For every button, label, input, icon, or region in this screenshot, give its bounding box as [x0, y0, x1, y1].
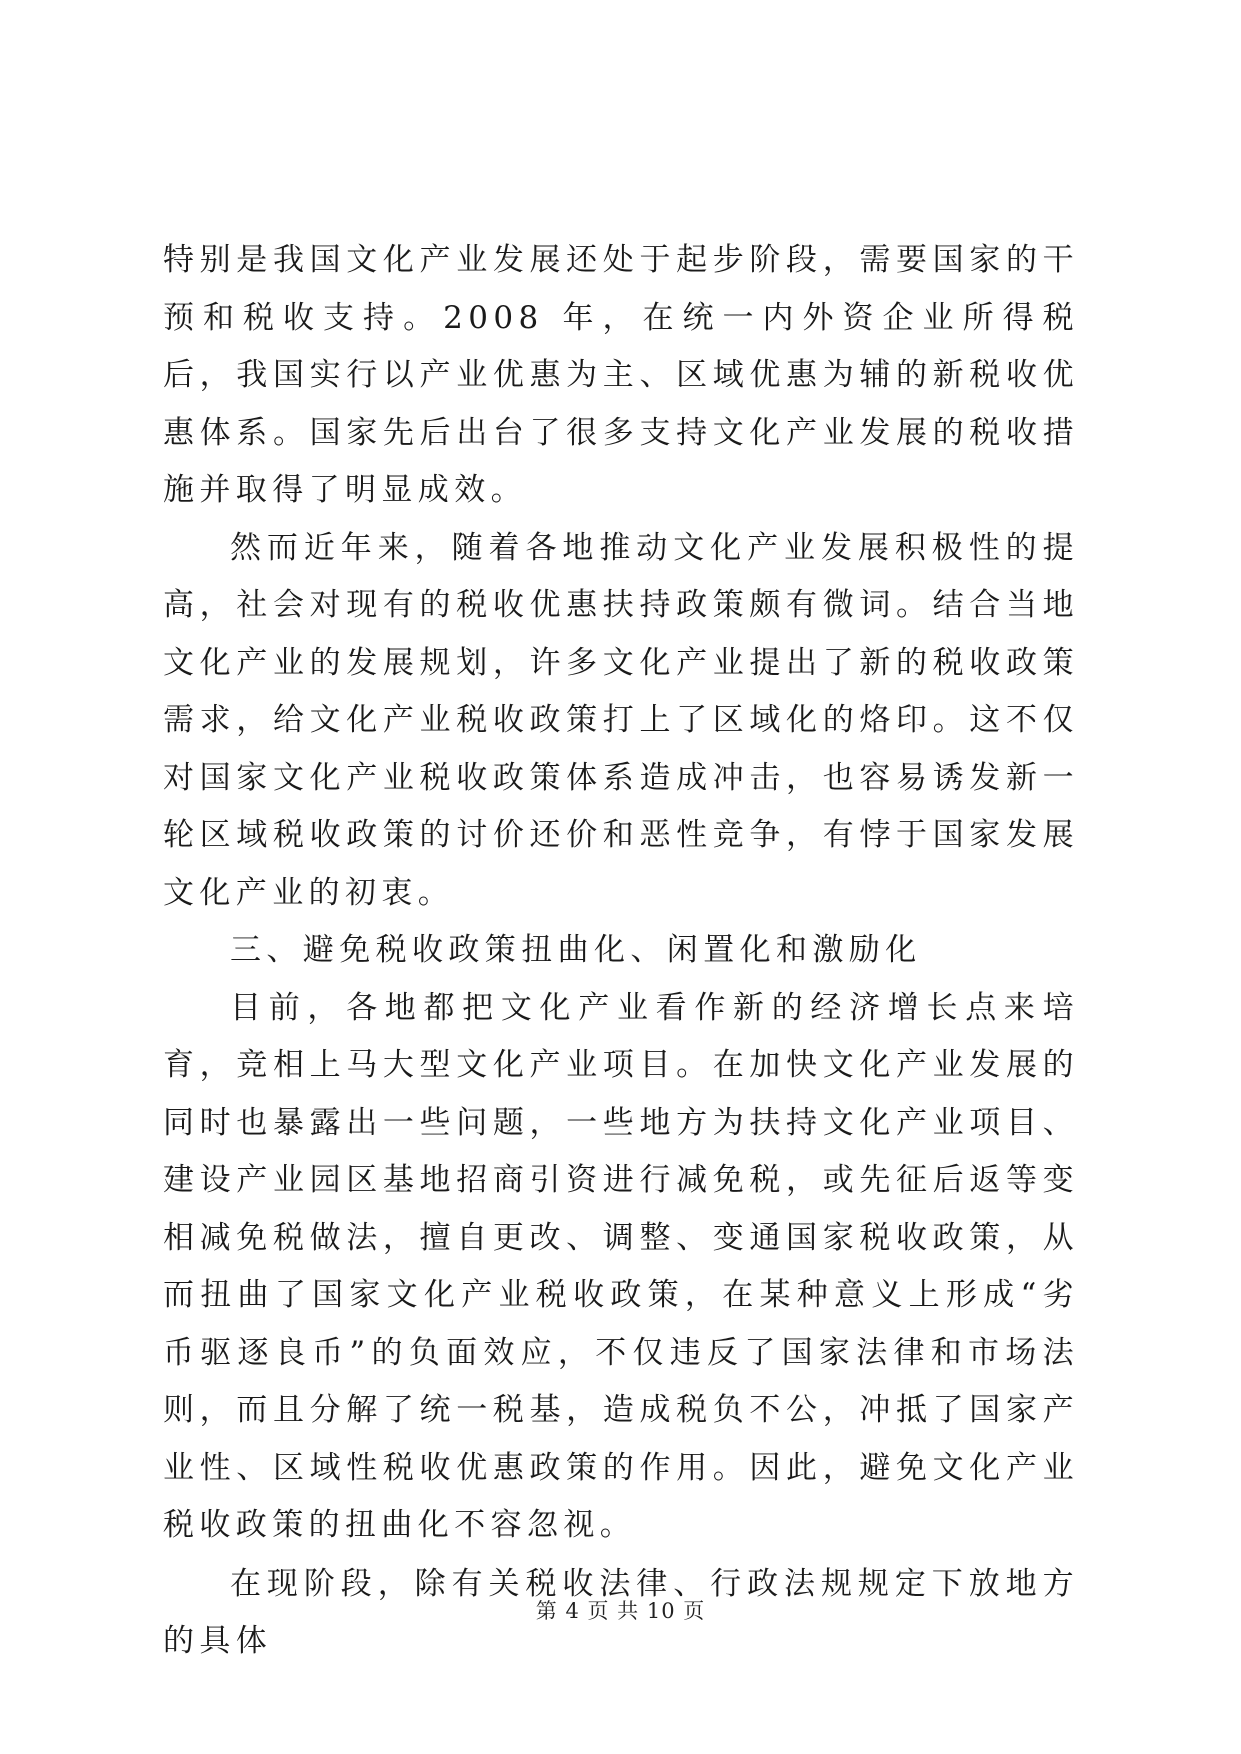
page-number-footer: 第 4 页 共 10 页 — [535, 1599, 706, 1623]
section-heading: 三、避免税收政策扭曲化、闲置化和激励化 — [230, 932, 922, 968]
paragraph-4: 目前，各地都把文化产业看作新的经济增长点来培育，竞相上马大型文化产业项目。在加快文化产业发展的同时也暴露出一些问题，一些地方为扶持文化产业项目、建设产业园区基地招商引资进行减免税，或先征后返等变相减免税做法，擅自更改、调整、变通国家税收政策，从而扭曲了国家文化产业税收政策，在某种意义上形成“劣币驱逐良币”的负面效应，不仅违反了国家法律和市场法则，而且分解了统一税基，造成税负不公，冲抵了国家产业性、区域性税收优惠政策的作用。因此，避免文化产业税收政策的扭曲化不容忽视。 — [163, 989, 1079, 1543]
paragraph-2: 然而近年来，随着各地推动文化产业发展积极性的提高，社会对现有的税收优惠扶持政策颇有微词。结合当地文化产业的发展规划，许多文化产业提出了新的税收政策需求，给文化产业税收政策打上了区域化的烙印。这不仅对国家文化产业税收政策体系造成冲击，也容易诱发新一轮区域税收政策的讨价还价和恶性竞争，有悖于国家发展文化产业的初衷。 — [163, 529, 1079, 911]
paragraph-1: 特别是我国文化产业发展还处于起步阶段，需要国家的干预和税收支持。2008 年，在统一内外资企业所得税后，我国实行以产业优惠为主、区域优惠为辅的新税收优惠体系。国家先后出台了很多支持文化产业发展的税收措施并取得了明显成效。 — [163, 242, 1079, 508]
document-body — [163, 232, 1079, 1671]
paragraph-5: 在现阶段，除有关税收法律、行政法规规定下放地方的具体 — [163, 1565, 1079, 1659]
